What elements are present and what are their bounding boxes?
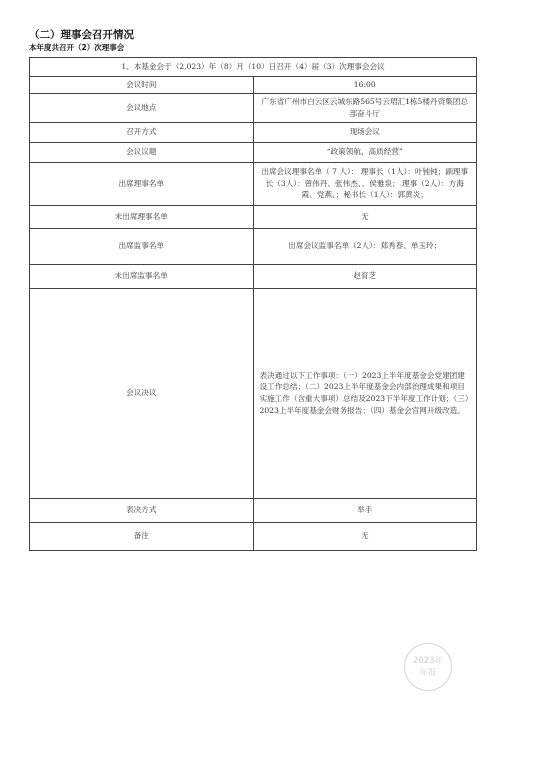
table-row [30,77,477,94]
row-value-voting-method: 举手 [253,498,477,522]
table-row [30,498,477,522]
row-value-attending-directors: 出席会议理事名单（ 7 人）： 理事长（1人）：叶钝钝；副理事长（3人）：曾伟丹、张伟杰、、侯雅泉； 理事（2人）：方海霞、党燕、；秘书长（1人）：郭黄炎； [253,162,477,205]
row-label-attending-supervisors: 出席监事名单 [30,228,254,264]
row-label-absent-supervisors: 未出席监事名单 [30,264,254,288]
table-row [30,205,477,228]
row-value-location: 广东省广州市白云区云城东路565号云珺汇1栋5楼丹资集团总部奋斗厅 [253,94,477,123]
row-label-method: 召开方式 [30,122,254,142]
table-row [30,228,477,264]
row-label-remarks: 备注 [30,522,254,550]
row-label-voting-method: 表决方式 [30,498,254,522]
row-value-attending-supervisors: 出席会议监事名单（2人）：郑秀春、单玉玲； [253,228,477,264]
row-label-resolution: 会议决议 [30,288,254,498]
section-title: （二）理事会召开情况 [29,29,134,41]
watermark-label: 年报 [419,668,437,678]
row-value-method: 现场会议 [253,122,477,142]
table-row [30,94,477,123]
table-row [30,264,477,288]
row-value-topic: “政策领航，高质经营” [253,142,477,162]
table-row [30,122,477,142]
row-value-resolution: 表决通过以下工作事项：（一）2023上半年度基金会党建团建设工作总结；（二）2023上半年度基金会内部治理成果和项目实施工作（含重大事项）总结及2023下半年度工作计划；（三）2023上半年度基金会财务报告；（四）基金会官网升级改造。 [253,288,477,498]
board-meeting-table [29,57,477,551]
row-value-absent-supervisors: 赵育芝 [253,264,477,288]
row-value-absent-directors: 无 [253,205,477,228]
table-row [30,288,477,498]
annual-report-watermark [404,643,452,691]
row-label-topic: 会议议题 [30,142,254,162]
row-label-absent-directors: 未出席理事名单 [30,205,254,228]
table-row [30,162,477,205]
row-label-time: 会议时间 [30,77,254,94]
row-value-remarks: 无 [253,522,477,550]
section-subtitle: 本年度共召开（2）次理事会 [29,43,125,52]
table-row [30,142,477,162]
watermark-year: 2023年 [412,656,444,666]
table-header-row [30,58,477,77]
row-label-location: 会议地点 [30,94,254,123]
meeting-header: 1、本基金会于（2,023）年（8）月（10）日召开（4）届（3）次理事会会议 [30,58,477,77]
table-row [30,522,477,550]
row-label-attending-directors: 出席理事名单 [30,162,254,205]
row-value-time: 16:00 [253,77,477,94]
